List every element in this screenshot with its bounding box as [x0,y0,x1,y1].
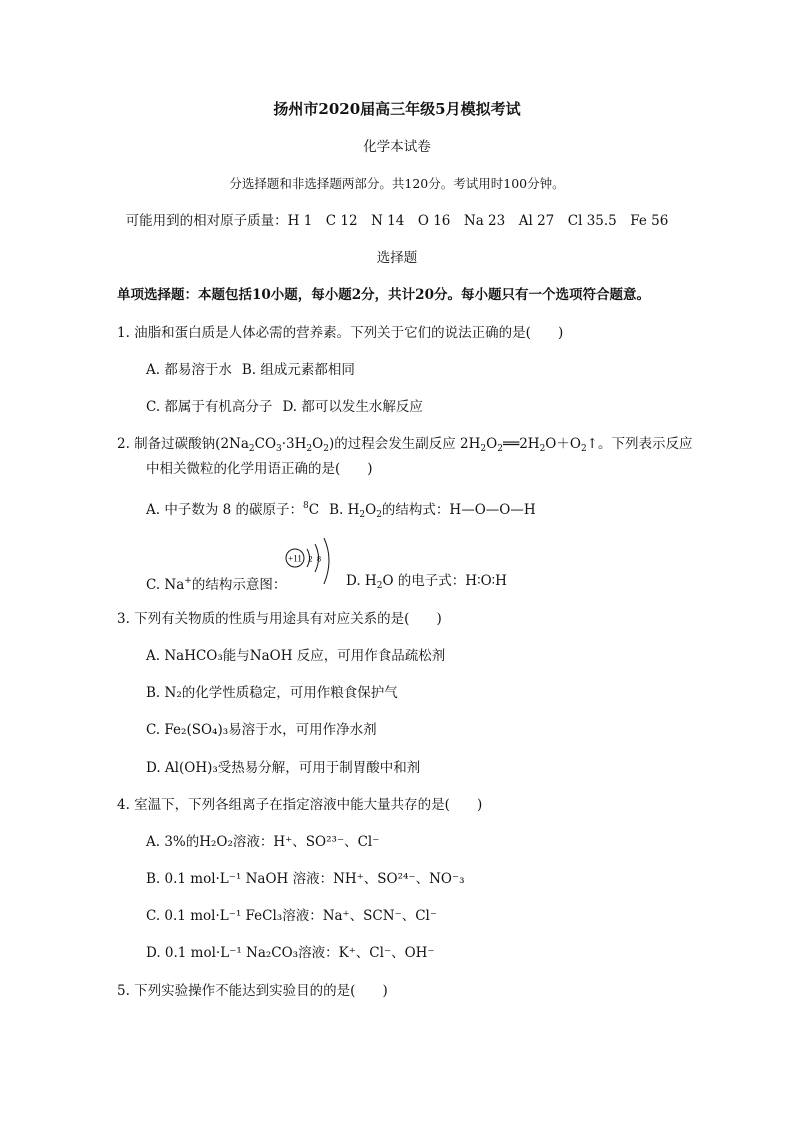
q2-a-element: C [308,502,320,518]
section-intro: 单项选择题：本题包括10小题，每小题2分，共计20分。每小题只有一个选项符合题意。 [117,287,650,303]
q2-option-a [146,502,319,518]
q2-stem-part: 2. 制备过碳酸钠(2Na [117,436,249,452]
q2-stem-part: O [312,436,324,452]
q1-option-c: C. 都属于有机高分子 [146,399,273,415]
q2-b-text: B. H [329,502,360,518]
q2-stem-part: ══2H [502,436,540,452]
q2-stem: 2. 制备过碳酸钠$(2Na_2CO_3\cdot 3H_2O_2)$的过程会发生副反应 $2H_2O_2══2H_2O+O_2↑$。下列表示反应 [117,436,693,454]
q2-stem-part: ↑。下列表示反应 [586,436,693,452]
q1-option-b: B. 组成元素都相同 [241,362,355,378]
q4-option-b: B. 0.1 mol·L⁻¹ NaOH 溶液：NH⁺、SO²⁴⁻、NO⁻₃ [146,871,465,887]
q2-stem-part: O [486,436,498,452]
q5-stem: 5. 下列实验操作不能达到实验目的的是( ) [117,983,388,999]
q2-option-c [146,572,286,594]
exam-instructions: 分选择题和非选择题两部分。共120分。考试用时100分钟。 [229,176,565,191]
shell-2-electrons: 8 [317,554,321,564]
q2-stem-part: CO [254,436,277,452]
electron-shell-3 [324,538,329,584]
q2-c-charge: + [184,576,192,586]
exam-title: 扬州市2020届高三年级5月模拟考试 [273,100,521,118]
q3-option-a: A. NaHCO₃能与NaOH 反应，可用作食品疏松剂 [146,648,446,664]
q2-stem-line2: 中相关微粒的化学用语正确的是( ) [146,461,373,477]
q2-a-mass-number: 8 [303,501,309,511]
q2-option-b: B. $H_2O_2$的结构式：H—O—O—H [329,502,536,520]
q2-c-text: 的结构示意图： [191,577,287,593]
exam-subject: 化学本试卷 [363,139,431,155]
q4-option-c: C. 0.1 mol·L⁻¹ FeCl₃溶液：Na⁺、SCN⁻、Cl⁻ [146,908,437,924]
q4-stem: 4. 室温下，下列各组离子在指定溶液中能大量共存的是( ) [117,797,483,813]
q1-option-d: D. 都可以发生水解反应 [282,399,423,415]
q2-option-d: D. $H_2O$ 的电子式：H∶O∶H [346,573,507,591]
q4-option-d: D. 0.1 mol·L⁻¹ Na₂CO₃溶液：K⁺、Cl⁻、OH⁻ [146,945,435,961]
q1-stem: 1. 油脂和蛋白质是人体必需的营养素。下列关于它们的说法正确的是( ) [117,325,564,341]
q2-b-text: O [365,502,377,518]
q2-c-text: C. Na [146,577,185,593]
q2-stem-part: O＋O [545,436,581,452]
q1-option-a: A. 都易溶于水 [146,362,232,378]
q3-option-b: B. N₂的化学性质稳定，可用作粮食保护气 [146,685,398,701]
q3-option-c: C. Fe₂(SO₄)₃易溶于水，可用作净水剂 [146,722,377,738]
q2-a-text: A. 中子数为 8 的碳原子： [146,502,304,518]
q2-d-text: O 的电子式：H∶O∶H [382,573,507,589]
q2-stem-part: ·3H [281,436,307,452]
q1-options-row1 [146,361,355,379]
q1-options-row2 [146,398,423,416]
q3-stem: 3. 下列有关物质的性质与用途具有对应关系的是( ) [117,611,442,627]
q4-option-a: A. 3%的H₂O₂溶液：H⁺、SO²³⁻、Cl⁻ [146,834,380,850]
sodium-ion-structure-diagram [280,538,340,588]
q2-b-text: 的结构式：H—O—O—H [381,502,536,518]
q2-stem-part: )的过程会发生副反应 2H [328,436,481,452]
q3-option-d: D. Al(OH)₃受热易分解，可用于制胃酸中和剂 [146,760,421,776]
nucleus-charge: +11 [288,553,302,564]
atomic-masses: 可能用到的相对原子质量：H 1 C 12 N 14 O 16 Na 23 Al 27 Cl 35.5 Fe 56 [125,213,669,229]
q2-options-row1 [146,497,536,524]
q2-d-text: D. H [346,573,377,589]
shell-1-electrons: 2 [308,554,313,564]
section-title: 选择题 [376,250,418,266]
